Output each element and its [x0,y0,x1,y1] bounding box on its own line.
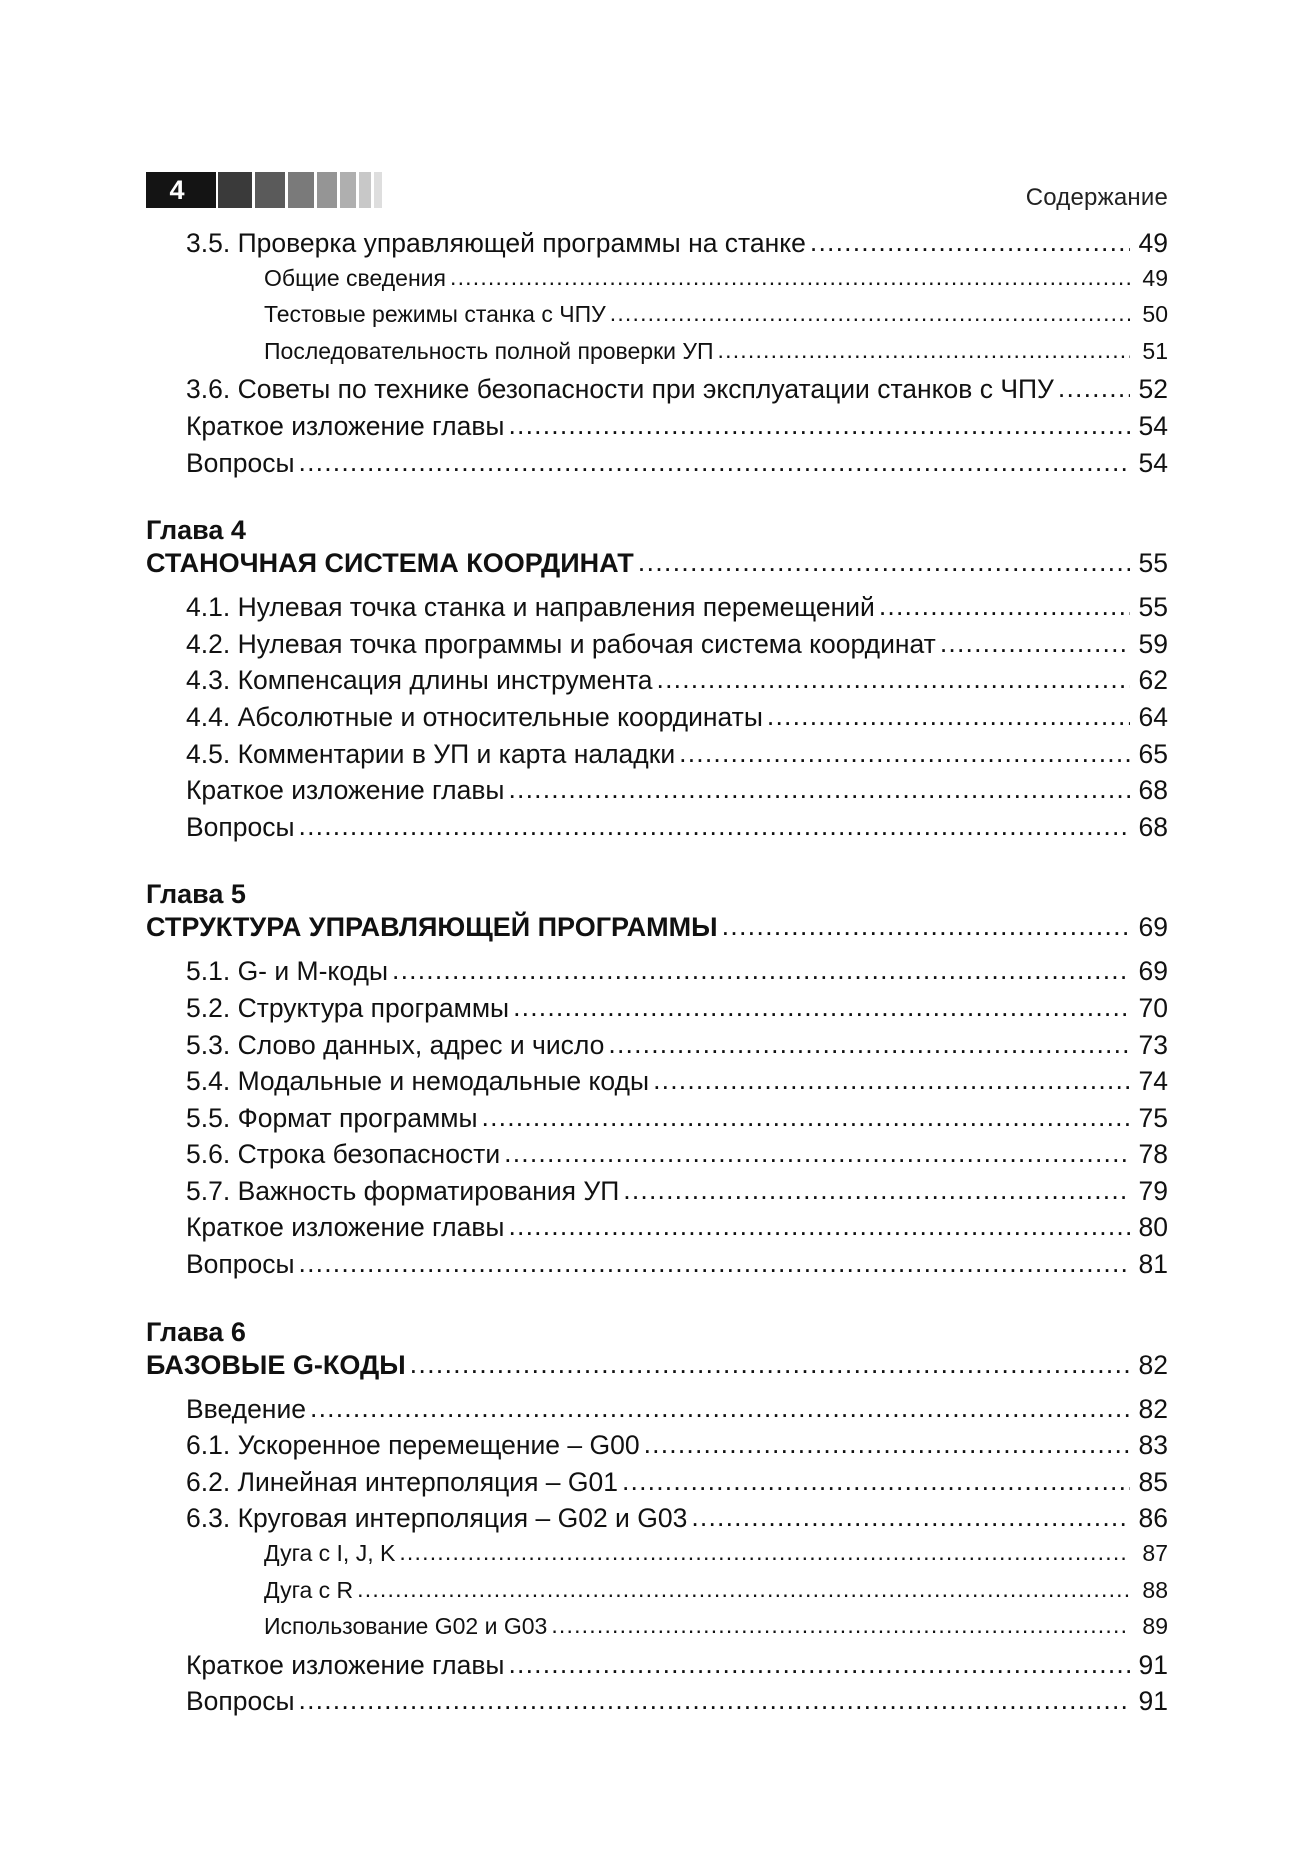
toc-entry-page: 52 [1138,374,1168,405]
toc-entry[interactable] [146,1066,1168,1103]
toc-entry-page: 79 [1138,1175,1168,1206]
dot-leader [299,1685,1130,1716]
toc-entry[interactable] [146,1467,1168,1504]
dot-leader [410,1349,1130,1380]
toc-entry[interactable] [146,1176,1168,1213]
dot-leader [504,1138,1130,1169]
toc-entry[interactable] [146,1030,1168,1067]
toc-entry[interactable] [146,411,1168,448]
toc-entry-title: Вопросы [186,1686,295,1717]
toc-entry-page: 51 [1142,337,1168,364]
toc-entry-page: 55 [1138,592,1168,623]
toc-entry[interactable] [146,665,1168,702]
toc-entry[interactable] [146,1540,1168,1577]
toc-entry-page: 65 [1138,738,1168,769]
toc-entry-page: 87 [1142,1540,1168,1567]
toc-entry-title: 4.4. Абсолютные и относительные координаты [186,701,763,732]
toc-entry-page: 68 [1138,811,1168,842]
header-tab-block [359,172,371,208]
toc-entry-title: 5.5. Формат программы [186,1102,478,1133]
toc-entry-page: 86 [1138,1503,1168,1534]
dot-leader [482,1102,1130,1133]
toc-entry-page: 70 [1138,992,1168,1023]
toc-entry-page: 54 [1138,410,1168,441]
toc-entry-title: Вопросы [186,811,295,842]
toc-entry-title: СТАНОЧНАЯ СИСТЕМА КООРДИНАТ [146,548,634,579]
toc-entry[interactable] [146,1249,1168,1286]
toc-entry-page: 91 [1138,1686,1168,1717]
toc-entry-page: 82 [1138,1349,1168,1380]
dot-leader [644,1429,1130,1460]
toc-entry-title: Введение [186,1393,306,1424]
dot-leader [622,1466,1130,1497]
dot-leader [722,911,1130,942]
toc-entry-page: 91 [1138,1649,1168,1680]
chapter-heading[interactable] [146,548,1168,592]
toc-entry[interactable] [146,1503,1168,1540]
toc-entry-page: 81 [1138,1249,1168,1280]
toc-entry-title: СТРУКТУРА УПРАВЛЯЮЩЕЙ ПРОГРАММЫ [146,912,718,943]
dot-leader [940,628,1130,659]
header-tab-block [340,172,356,208]
toc-entry-title: 4.1. Нулевая точка станка и направления перемещений [186,592,875,623]
toc-entry-title: Краткое изложение главы [186,410,505,441]
dot-leader [767,701,1130,732]
dot-leader [879,591,1130,622]
toc-entry[interactable] [146,812,1168,849]
toc-entry-title: Краткое изложение главы [186,1649,505,1680]
toc-entry[interactable] [146,1394,1168,1431]
toc-entry-title: Использование G02 и G03 [264,1613,548,1640]
toc-entry[interactable] [146,338,1168,375]
toc-entry-page: 49 [1138,228,1168,258]
toc-entry[interactable] [146,1103,1168,1140]
header-tab-block [218,172,252,208]
toc-entry-title: 5.6. Строка безопасности [186,1139,501,1170]
toc-entry[interactable] [146,1139,1168,1176]
toc-entry-page: 89 [1142,1613,1168,1640]
toc-entry-page: 85 [1138,1466,1168,1497]
dot-leader [299,1248,1130,1279]
toc-entry-title: 4.2. Нулевая точка программы и рабочая система координат [186,628,936,659]
toc-entry-title: Вопросы [186,1249,295,1280]
toc-entry-page: 50 [1142,301,1168,328]
chapter-label: Глава 4 [146,515,246,546]
toc-entry-title: Дуга с I, J, K [264,1540,396,1567]
toc-entry[interactable] [146,1650,1168,1687]
chapter-heading[interactable] [146,1350,1168,1394]
dot-leader [610,300,1130,327]
toc-entry[interactable] [146,265,1168,302]
toc-entry-title: 5.2. Структура программы [186,992,510,1023]
dot-leader [653,1065,1130,1096]
toc-entry-page: 83 [1138,1430,1168,1461]
header-tab-block [288,172,314,208]
toc-entry[interactable] [146,448,1168,485]
toc-entry-page: 49 [1142,264,1168,291]
chapter-heading[interactable] [146,912,1168,956]
chapter-label: Глава 6 [146,1316,246,1347]
toc-entry-page: 88 [1142,1576,1168,1603]
toc-entry-page: 54 [1138,447,1168,478]
toc-entry-title: Общие сведения [264,264,446,291]
header-tab-block [317,172,337,208]
toc-entry-page: 69 [1138,956,1168,987]
toc-entry-title: Краткое изложение главы [186,1212,505,1243]
toc-entry-page: 74 [1138,1066,1168,1097]
chapter-spacer [146,484,1168,512]
toc-entry-title: 6.2. Линейная интерполяция – G01 [186,1466,618,1497]
toc-entry[interactable] [146,1686,1168,1723]
toc-entry-page: 62 [1138,665,1168,696]
toc-entry[interactable] [146,702,1168,739]
dot-leader [718,337,1130,364]
toc-entry[interactable] [146,629,1168,666]
dot-leader [513,992,1130,1023]
toc-entry-page: 68 [1138,775,1168,806]
toc-entry-page: 80 [1138,1212,1168,1243]
toc-entry-page: 82 [1138,1393,1168,1424]
dot-leader [679,738,1130,769]
toc-entry-title: Дуга с R [264,1576,354,1603]
toc-entry-title: 5.4. Модальные и немодальные коды [186,1066,650,1097]
toc-entry[interactable] [146,1577,1168,1614]
toc-entry[interactable] [146,739,1168,776]
dot-leader [638,547,1130,578]
dot-leader [810,227,1130,258]
toc-entry[interactable] [146,228,1168,265]
page-number-box [146,172,216,208]
toc-entry-title: Вопросы [186,447,295,478]
dot-leader [399,1539,1130,1566]
dot-leader [623,1175,1130,1206]
chapter-label: Глава 5 [146,879,246,910]
toc-entry-title: Тестовые режимы станка с ЧПУ [264,301,606,328]
toc-entry-title: 6.3. Круговая интерполяция – G02 и G03 [186,1503,688,1534]
dot-leader [357,1576,1130,1603]
toc-entry-title: БАЗОВЫЕ G-КОДЫ [146,1349,406,1380]
toc-entry[interactable] [146,1430,1168,1467]
toc-entry[interactable] [146,775,1168,812]
toc-entry-page: 69 [1138,912,1168,943]
toc-entry[interactable] [146,1613,1168,1650]
dot-leader [691,1502,1130,1533]
toc-entry-title: Краткое изложение главы [186,775,505,806]
dot-leader [508,1649,1130,1680]
toc-entry-page: 55 [1138,548,1168,579]
running-title: Содержание [1025,184,1168,211]
toc-entry-title: 4.3. Компенсация длины инструмента [186,665,653,696]
toc-entry-title: 3.6. Советы по технике безопасности при эксплуатации станков с ЧПУ [186,374,1054,405]
dot-leader [450,264,1130,291]
toc-entry-title: 3.5. Проверка управляющей программы на станке [186,228,806,258]
toc-entry[interactable] [146,374,1168,411]
toc-entry[interactable] [146,993,1168,1030]
dot-leader [392,955,1130,986]
toc-entry-title: 6.1. Ускоренное перемещение – G00 [186,1430,640,1461]
toc-entry[interactable] [146,956,1168,993]
dot-leader [508,1211,1130,1242]
dot-leader [508,410,1130,441]
toc-entry-title: 5.7. Важность форматирования УП [186,1175,620,1206]
table-of-contents [146,228,1168,1723]
page-header [146,172,1168,214]
toc-entry-page: 75 [1138,1102,1168,1133]
dot-leader [299,811,1130,842]
toc-entry-title: 5.3. Слово данных, адрес и число [186,1029,605,1060]
dot-leader [508,774,1130,805]
toc-entry[interactable] [146,592,1168,629]
page-number: 4 [169,175,185,205]
toc-entry-page: 73 [1138,1029,1168,1060]
toc-entry-page: 59 [1138,628,1168,659]
dot-leader [1058,373,1130,404]
chapter-spacer [146,1286,1168,1314]
header-tab-block [255,172,285,208]
header-tab-block [374,172,382,208]
toc-entry-page: 64 [1138,701,1168,732]
dot-leader [657,664,1130,695]
dot-leader [310,1393,1130,1424]
toc-entry-title: 4.5. Комментарии в УП и карта наладки [186,738,676,769]
chapter-spacer [146,848,1168,876]
dot-leader [299,447,1130,478]
toc-entry[interactable] [146,1212,1168,1249]
toc-entry-title: Последовательность полной проверки УП [264,337,714,364]
toc-entry-page: 78 [1138,1139,1168,1170]
dot-leader [551,1612,1130,1639]
toc-entry[interactable] [146,301,1168,338]
dot-leader [608,1029,1130,1060]
toc-entry-title: 5.1. G- и M-коды [186,956,388,987]
